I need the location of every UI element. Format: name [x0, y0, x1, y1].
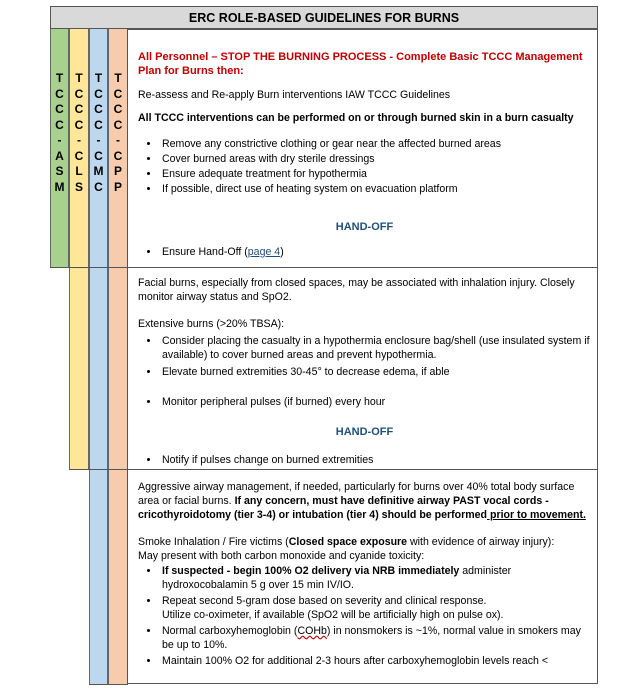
list-item: • Normal carboxyhemoglobin (COHb) in nonsmokers is ~1%, normal value in smokers may be up to 10%. [160, 624, 591, 652]
section1-line1: Re-assess and Re-apply Burn interventions IAW TCCC Guidelines [138, 89, 451, 101]
list-item: • Repeat second 5-gram dose based on severity and clinical response. Utilize co-oximeter, if available (SpO2 will be artificially high on pulse ox). [160, 594, 591, 622]
role-column-cls [69, 29, 89, 469]
section2-handoff: HAND-OFF [335, 426, 394, 438]
list-item: • Consider placing the casualty in a hypothermia enclosure bag/shell (use insulated system if available) to cover burned areas and prevent hypothermia. [160, 334, 591, 362]
role-label-cmc: T C C C - C M C [93, 71, 104, 194]
role-label-cpp: T C C C - C P P [113, 71, 123, 194]
page-title: ERC ROLE-BASED GUIDELINES FOR BURNS [50, 6, 598, 29]
list-item: • Maintain 100% O2 for additional 2-3 hours after carboxyhemoglobin levels reach < [160, 654, 591, 668]
section3-para1: Aggressive airway management, if needed, particularly for burns over 40% total body surface area or facial burns. If any concern, must have definitive airway PAST vocal cords - cricothyroidotomy (tier 3-4) or intubation (tier 4) should be performed prior to movement. [138, 481, 586, 521]
section-cls [127, 267, 598, 469]
section1-line2: All TCCC interventions can be performed on or through burned skin in a burn casualty [138, 112, 574, 124]
handoff-item: • Ensure Hand-Off (page 4) [160, 245, 591, 259]
divider-bottom [89, 684, 128, 685]
section3-para2-line2: May present with both carbon monoxide and cyanide toxicity: [138, 550, 425, 562]
list-item: • Elevate burned extremities 30-45° to decrease edema, if able [160, 365, 591, 379]
list-item: • If suspected - begin 100% O2 delivery via NRB immediately administer hydroxocobalamin 5 g over 15 min IV/IO. [160, 564, 591, 592]
list-item: • If possible, direct use of heating system on evacuation platform [160, 182, 591, 196]
section-cmc-cpp [127, 469, 598, 684]
role-column-cmc [89, 29, 108, 684]
handoff-item: • Notify if pulses change on burned extremities [160, 453, 591, 467]
divider-cls [69, 469, 128, 470]
section2-handoff-list [138, 453, 591, 467]
role-column-asm [50, 29, 69, 267]
section-all-personnel [127, 29, 598, 267]
section1-bullets [138, 137, 591, 196]
page-4-link[interactable]: page 4 [247, 246, 281, 258]
section2-bullets [138, 334, 591, 379]
section3-bullets [138, 564, 591, 668]
role-label-asm: T C C C - A S M [54, 71, 65, 194]
list-item: • Monitor peripheral pulses (if burned) every hour [160, 395, 591, 409]
section2-para1: Facial burns, especially from closed spaces, may be associated with inhalation injury. Closely monitor airway status and SpO2. [138, 277, 575, 303]
section2-para2: Extensive burns (>20% TBSA): [138, 318, 285, 330]
section1-handoff: HAND-OFF [335, 221, 394, 233]
divider-asm [50, 267, 128, 268]
role-label-cls: T C C C - C L S [74, 71, 84, 194]
role-column-cpp [108, 29, 128, 684]
list-item: • Remove any constrictive clothing or gear near the affected burned areas [160, 137, 591, 151]
list-item: • Cover burned areas with dry sterile dressings [160, 152, 591, 166]
section1-heading: All Personnel – STOP THE BURNING PROCESS - Complete Basic TCCC Management Plan for Burns then: [138, 51, 583, 77]
section3-para2: Smoke Inhalation / Fire victims (Closed space exposure with evidence of airway injury): [138, 536, 555, 548]
section2-bullets-pulses [138, 395, 591, 409]
section1-handoff-list [138, 245, 591, 259]
list-item: • Ensure adequate treatment for hypothermia [160, 167, 591, 181]
